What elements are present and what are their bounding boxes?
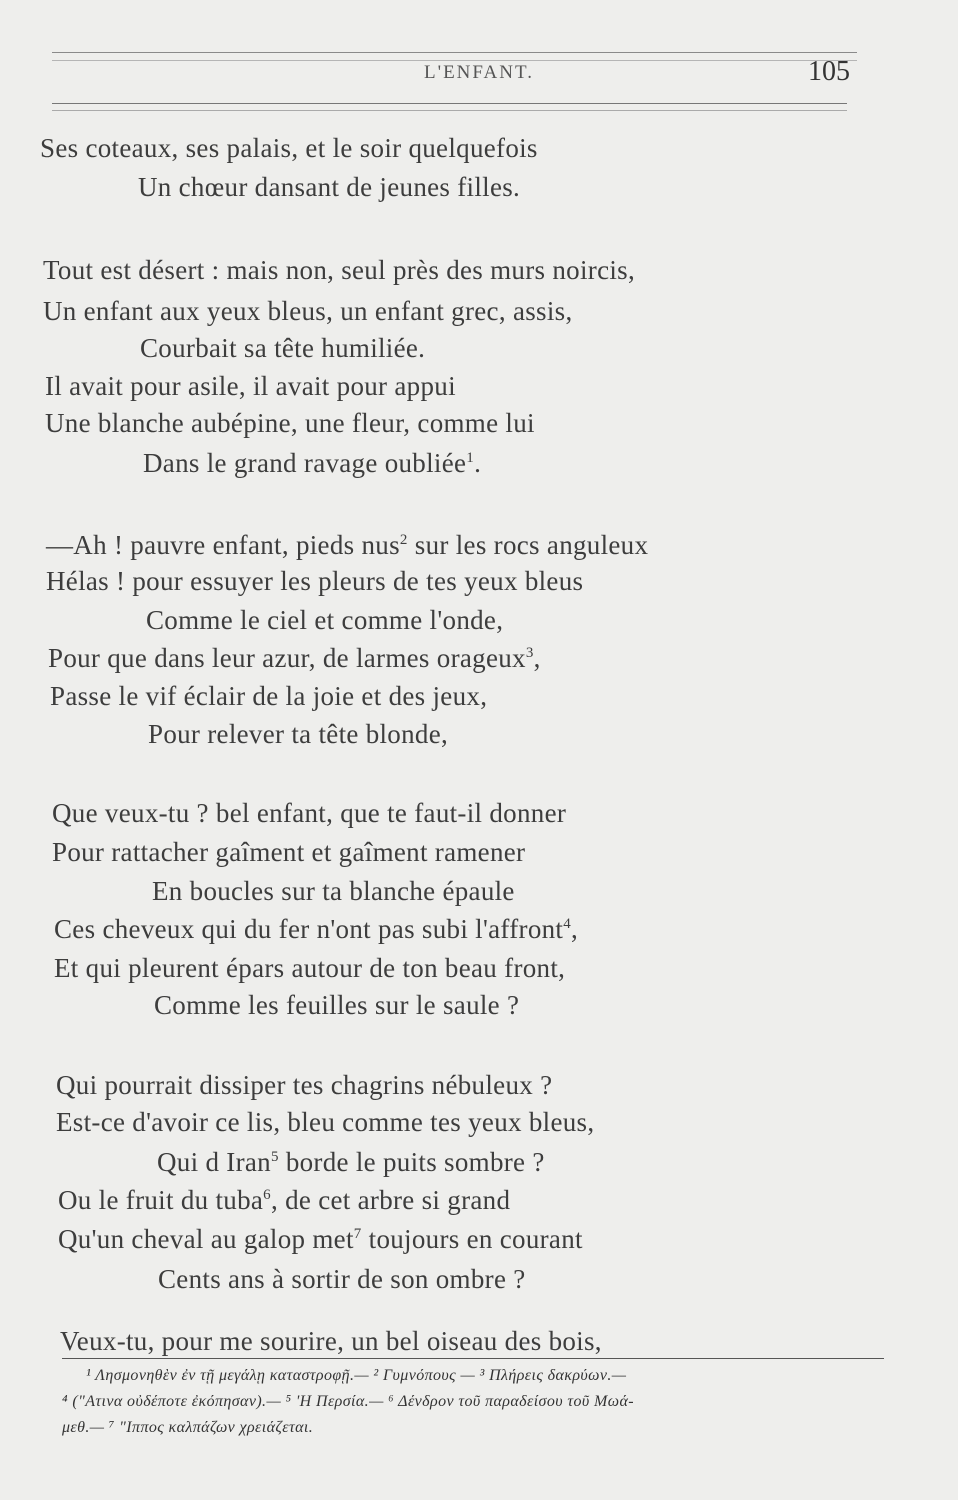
poem-line: Et qui pleurent épars autour de ton beau front, — [54, 953, 566, 983]
poem-line: Pour que dans leur azur, de larmes orageux$^3$, — [48, 643, 541, 673]
poem-line: Pour rattacher gaîment et gaîment ramener — [52, 837, 526, 867]
poem-line: Hélas ! pour essuyer les pleurs de tes yeux bleus — [46, 566, 584, 596]
poem-line: Comme le ciel et comme l'onde, — [146, 605, 504, 635]
footnote-mark: 2 — [399, 532, 408, 548]
poem-line: —Ah ! pauvre enfant, pieds nus$^2$ sur les rocs anguleux — [46, 530, 649, 560]
footnote-line: μεθ.— ⁷ "Ιππος καλπάζων χρειάζεται. — [62, 1419, 314, 1436]
poem-line: Tout est désert : mais non, seul près des murs noircis, — [43, 255, 636, 285]
poem-line: Ces cheveux qui du fer n'ont pas subi l'affront$^4$, — [54, 914, 579, 944]
running-head: L'ENFANT. — [424, 62, 534, 83]
poem-line: Courbait sa tête humiliée. — [140, 333, 426, 363]
poem-line: Qui d Iran$^5$ borde le puits sombre ? — [157, 1147, 545, 1177]
poem-line: Une blanche aubépine, une fleur, comme lui — [45, 408, 535, 438]
poem-line: Passe le vif éclair de la joie et des jeux, — [50, 681, 488, 711]
footnote-mark: 4 — [563, 916, 572, 932]
poem-line: Qu'un cheval au galop met$^7$ toujours en courant — [58, 1224, 583, 1254]
poem-line: En boucles sur ta blanche épaule — [152, 876, 515, 906]
poem-line: Est-ce d'avoir ce lis, bleu comme tes yeux bleus, — [56, 1107, 595, 1137]
poem-line: Ses coteaux, ses palais, et le soir quelquefois — [40, 133, 538, 163]
poem-line: Un enfant aux yeux bleus, un enfant grec, assis, — [43, 296, 573, 326]
footnote-mark: 5 — [270, 1149, 279, 1165]
footnote-line: ¹ Λησμονηθὲν ἐν τῇ μεγάλῃ καταστροφῇ.— ² Γυμνόπους — ³ Πλήρεις δακρύων.— — [86, 1367, 627, 1384]
footnote-rule — [62, 1358, 884, 1359]
header-rule-top — [52, 52, 857, 53]
poem-line: Il avait pour asile, il avait pour appui — [45, 371, 456, 401]
footnote-mark: 6 — [263, 1187, 271, 1203]
poem-line: Dans le grand ravage oubliée$^1$. — [143, 448, 482, 478]
header-rule-bottom-2 — [52, 110, 847, 111]
poem-line: Que veux-tu ? bel enfant, que te faut-il donner — [52, 798, 567, 828]
header-rule-top-2 — [52, 60, 857, 61]
footnote-mark: 3 — [525, 645, 534, 661]
poem-line: Cents ans à sortir de son ombre ? — [158, 1264, 526, 1294]
header-rule-bottom — [52, 103, 847, 104]
footnote-mark: 1 — [466, 450, 475, 466]
footnote-line: ⁴ ("Ατινα οὐδέποτε ἐκόπησαν).— ⁵ 'Η Περσία.— ⁶ Δένδρον τοῦ παραδείσου τοῦ Μωά- — [62, 1393, 635, 1410]
page-number: 105 — [808, 56, 850, 87]
poem-line: Ou le fruit du tuba$^6$, de cet arbre si grand — [58, 1185, 511, 1215]
poem-line: Veux-tu, pour me sourire, un bel oiseau des bois, — [60, 1326, 602, 1356]
poem-line: Comme les feuilles sur le saule ? — [154, 990, 520, 1020]
poem-line: Qui pourrait dissiper tes chagrins nébuleux ? — [56, 1070, 553, 1100]
footnote-mark: 7 — [353, 1226, 362, 1242]
poem-line: Un chœur dansant de jeunes filles. — [138, 172, 521, 202]
poem-line: Pour relever ta tête blonde, — [148, 719, 449, 749]
